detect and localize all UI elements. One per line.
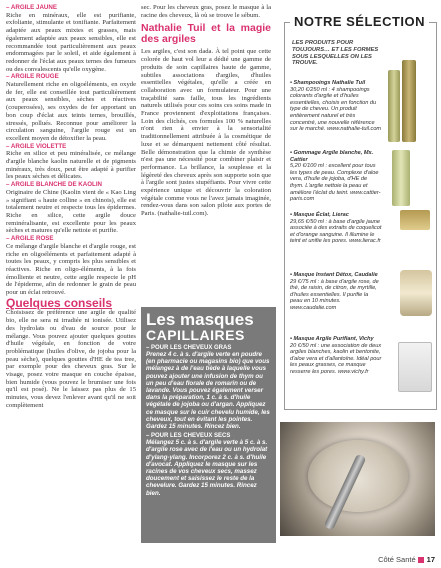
masques-subtitle: CAPILLAIRES xyxy=(146,327,245,343)
selection-intro: LES PRODUITS POUR TOUJOURS… ET LES FORMES SOUS LESQUELLES ON LES TROUVE. xyxy=(292,40,379,67)
cheveux-secs-heading: – POUR LES CHEVEUX SECS xyxy=(146,433,231,440)
product-name: • Masque Éclat, Lierac xyxy=(290,212,349,218)
cheveux-gras-text: Prenez 4 c. à s. d'argile verte en poudre (en pharmacie ou magasins bio) que vous mélangez à de l'eau tiède à laquelle vous pouvez ajouter une infusion de thym ou un peu d'eau florale de romarin ou de lavande. Vous pouvez également verser dans la préparation, 1 c. à s. d'huile végétale de jojoba ou d'argan. Appliquez ce masque sur le cuir chevelu humide, les cheveux, tout en évitant les pointes. Gardez 15 minutes. Rincez bien. xyxy=(146,351,270,431)
product-name: • Gommage Argile blanche, Mx. Cattier xyxy=(290,150,374,163)
section-text: Originaire de Chine (Kaolin vient de « Kao Ling » signifiant « haute colline » en chinois), elle est totalement neutre et respecte tous les épidermes. Riche en silice, cette argile douce reminéralisante, est excellente pour les peaux sèches et matures qu'elle nettoie et purifie. xyxy=(6,188,136,235)
masques-capillaires-box xyxy=(141,307,276,543)
product-item-lierac xyxy=(290,212,382,245)
section-heading: – ARGILE VIOLETTE xyxy=(6,142,67,150)
product-tube-image xyxy=(388,70,400,142)
product-item-nathalie-tuil xyxy=(290,80,382,133)
argile-jaune-section xyxy=(6,4,136,73)
section-text: Riche en silice et peu minéralisée, ce mélange d'argile blanche kaolin naturelle et de pigments minéraux, très doux, peut être adapté à purifier les peaux sèches et délicates. xyxy=(6,150,136,181)
product-tube-image xyxy=(402,60,416,142)
section-heading: – ARGILE ROSE xyxy=(6,235,54,243)
cheveux-gras-heading: – POUR LES CHEVEUX GRAS xyxy=(146,345,232,351)
product-desc: 29 €/75 ml : à base d'argile rose, de thé, de raisin, de citron, de myrtille, d'huiles essentielles. Il purifie la peau en 10 minutes. www.caudalie.com xyxy=(290,278,379,311)
continued-text: sec. Pour les cheveux gras, posez le masque à la racine des cheveux, là où se trouve le sébum. xyxy=(141,4,271,19)
product-pot-image xyxy=(400,270,432,316)
conseils-text: Choisissez de préférence une argile de qualité bio, elle ne sera ni irradiée ni ionisée. Utilisez des hydrolats ou d'eau de source pour le mélange. Vous pouvez ajouter quelques gouttes d'huile végétale, en fonction de votre problématique (huiles d'olive, de jojoba pour la peau sèche), quelques gouttes d'HE de tea tree, par exemple pour des cheveux gras. Sur le visage, posez votre masque en couche épaisse, bien humide (vous pouvez le brumiser une fois qu'il est posé). Ne le laissez pas plus de 15 minutes, vous devez l'enlever avant qu'il ne soit complètement xyxy=(6,309,136,409)
article-title: Nathalie Tuil et la magie des argiles xyxy=(141,22,271,46)
product-jar-image xyxy=(400,210,430,230)
section-text: Naturellement riche en oligoéléments, en oxyde de fer, elle est conseillée tout particulièrement aux peaux sensibles, sèches et réactives (couperosées), ses oxydes de fer apportant un bon coup d'éclat aux teints ternes, brouillés, stressés, pollués. Reconnue pour améliorer la circulation sanguine, l'argile rouge est un excellent moyen de détoxifier la peau. xyxy=(6,81,136,142)
selection-title: NOTRE SÉLECTION xyxy=(290,14,429,29)
product-name: • Masque Instant Détox, Caudalie xyxy=(290,272,378,278)
section-heading: – ARGILE JAUNE xyxy=(6,4,57,11)
section-text: Ce mélange d'argile blanche et d'argile rouge, est riche en oligoéléments et parfaitement adapté à toutes les peaux, y compris les plus sensibles et réactives. Riche en oligo-éléments, à la fois émolliente et neutre, cette argile respecte le pH de l'épiderme, afin de redonner le grain de peau pour un éclat retrouvé. xyxy=(6,242,136,297)
conseils-heading: Quelques conseils xyxy=(6,295,113,310)
section-text: Riche en minéraux, elle est purifiante, exfoliante, stimulante et tonifiante. Parfaitement adaptée aux peaux mixtes et grasses, mais également adaptée aux peaux sensibles, elle est recommandée tout particulièrement aux peaux endommagées par le soleil, et aide également à redonner de l'éclat aux peaux ternes des fumeurs ou des convalescents qu'elle oxygène. xyxy=(6,11,136,73)
article-text: Les argiles, c'est son dada. À tel point que cette colorée de haut vol leur a dédié une gamme de produits de soin capillaires haute de gamme, subtiles associations d'argiles, d'huiles essentielles végétales, qu'elle a créée en collaboration avec un formulateur. Pour une traçabilité sans faille, tous les ingrédients naturels utilisés pour ces soins ces soins made in France proviennent d'exploitations françaises. Loin des clichés, ces formules 100 % naturelles n'ont rien à envier à la sensorialité traditionnellement attribuée à la cosmétique de luxe et se démarquent nettement côté résultat. Belle démonstration que la chimie de synthèse n'est pas une nécessité pour combiner plaisir et performance. La brillance, la souplesse et la légèreté des cheveux après son supporte soin que à l'argile sont justes stupéfiants. Pour vivre cette expérience unique et découvrir la coloration végétale comme vous ne l'avez jamais imaginée, rendez-vous dans son salon pilote aux portes de Paris. (nathalie-tuil.com). xyxy=(141,48,271,218)
product-desc: 20 €/50 ml : une association de deux argiles blanches, kaolin et bentonite, d'aloe vera et d'allantoïne. Idéal pour les peaux grasses, ce masque resserre les pores. www.vichy.fr xyxy=(290,342,382,375)
product-name: • Shampooings Nathalie Tuil xyxy=(290,80,366,86)
product-item-vichy xyxy=(290,336,382,376)
argile-violette-section xyxy=(6,143,136,182)
cheveux-secs-text: Mélangez 5 c. à s. d'argile verte à 5 c. à s. d'argile rose avec de l'eau ou un hydrolat d'ylang-ylang. Incorporez 2 c. à s. d'huile d'avocat. Appliquez le masque sur les racines de vos cheveux secs, massez doucement et saisissez le reste de la chevelure. Gardez 15 minutes. Rincez bien. xyxy=(146,439,268,497)
column-left xyxy=(6,4,136,410)
product-name: • Masque Argile Purifiant, Vichy xyxy=(290,336,374,342)
product-desc: 5,20 €/100 ml : excellent pour tous les types de peau. Complexe d'aloe vera, d'huile de jojoba, d'HE de thym. L'argile nettoie la peau et améliore l'éclat du teint. www.cattier-paris.com xyxy=(290,163,381,203)
argile-kaolin-section xyxy=(6,181,136,235)
page-footer xyxy=(378,555,435,564)
clay-bowl xyxy=(308,440,408,512)
clay-bowl-photo xyxy=(280,422,435,536)
footer-mark-icon xyxy=(418,557,424,563)
product-item-cattier xyxy=(290,150,382,203)
product-desc: 29,65 €/50 ml : à base d'argile jaune associée à des extraits de coquelicot et d'orange sanguine. Il illumine le teint et unifie les pores. www.lierac.fr xyxy=(290,218,382,245)
argile-rose-section xyxy=(6,235,136,297)
product-box-image xyxy=(398,342,432,392)
magazine-name: Côté Santé xyxy=(378,555,416,564)
column-middle xyxy=(141,4,271,218)
product-desc: 30,20 €/250 ml : 4 shampooings colorants d'argile et d'huiles essentielles, choisis en fonction du type de cheveu. Un produit entièrement naturel et très concentré, une nouvelle référence sur le marché. www.nathalie-tuil.com xyxy=(290,86,382,133)
argile-rouge-section xyxy=(6,73,136,142)
section-heading: – ARGILE BLANCHE DE KAOLIN xyxy=(6,181,103,189)
product-tube-image xyxy=(392,150,410,206)
page-number: 17 xyxy=(426,555,435,564)
section-heading: – ARGILE ROUGE xyxy=(6,73,59,81)
masques-title: Les masques xyxy=(146,310,254,329)
product-item-caudalie xyxy=(290,272,382,312)
